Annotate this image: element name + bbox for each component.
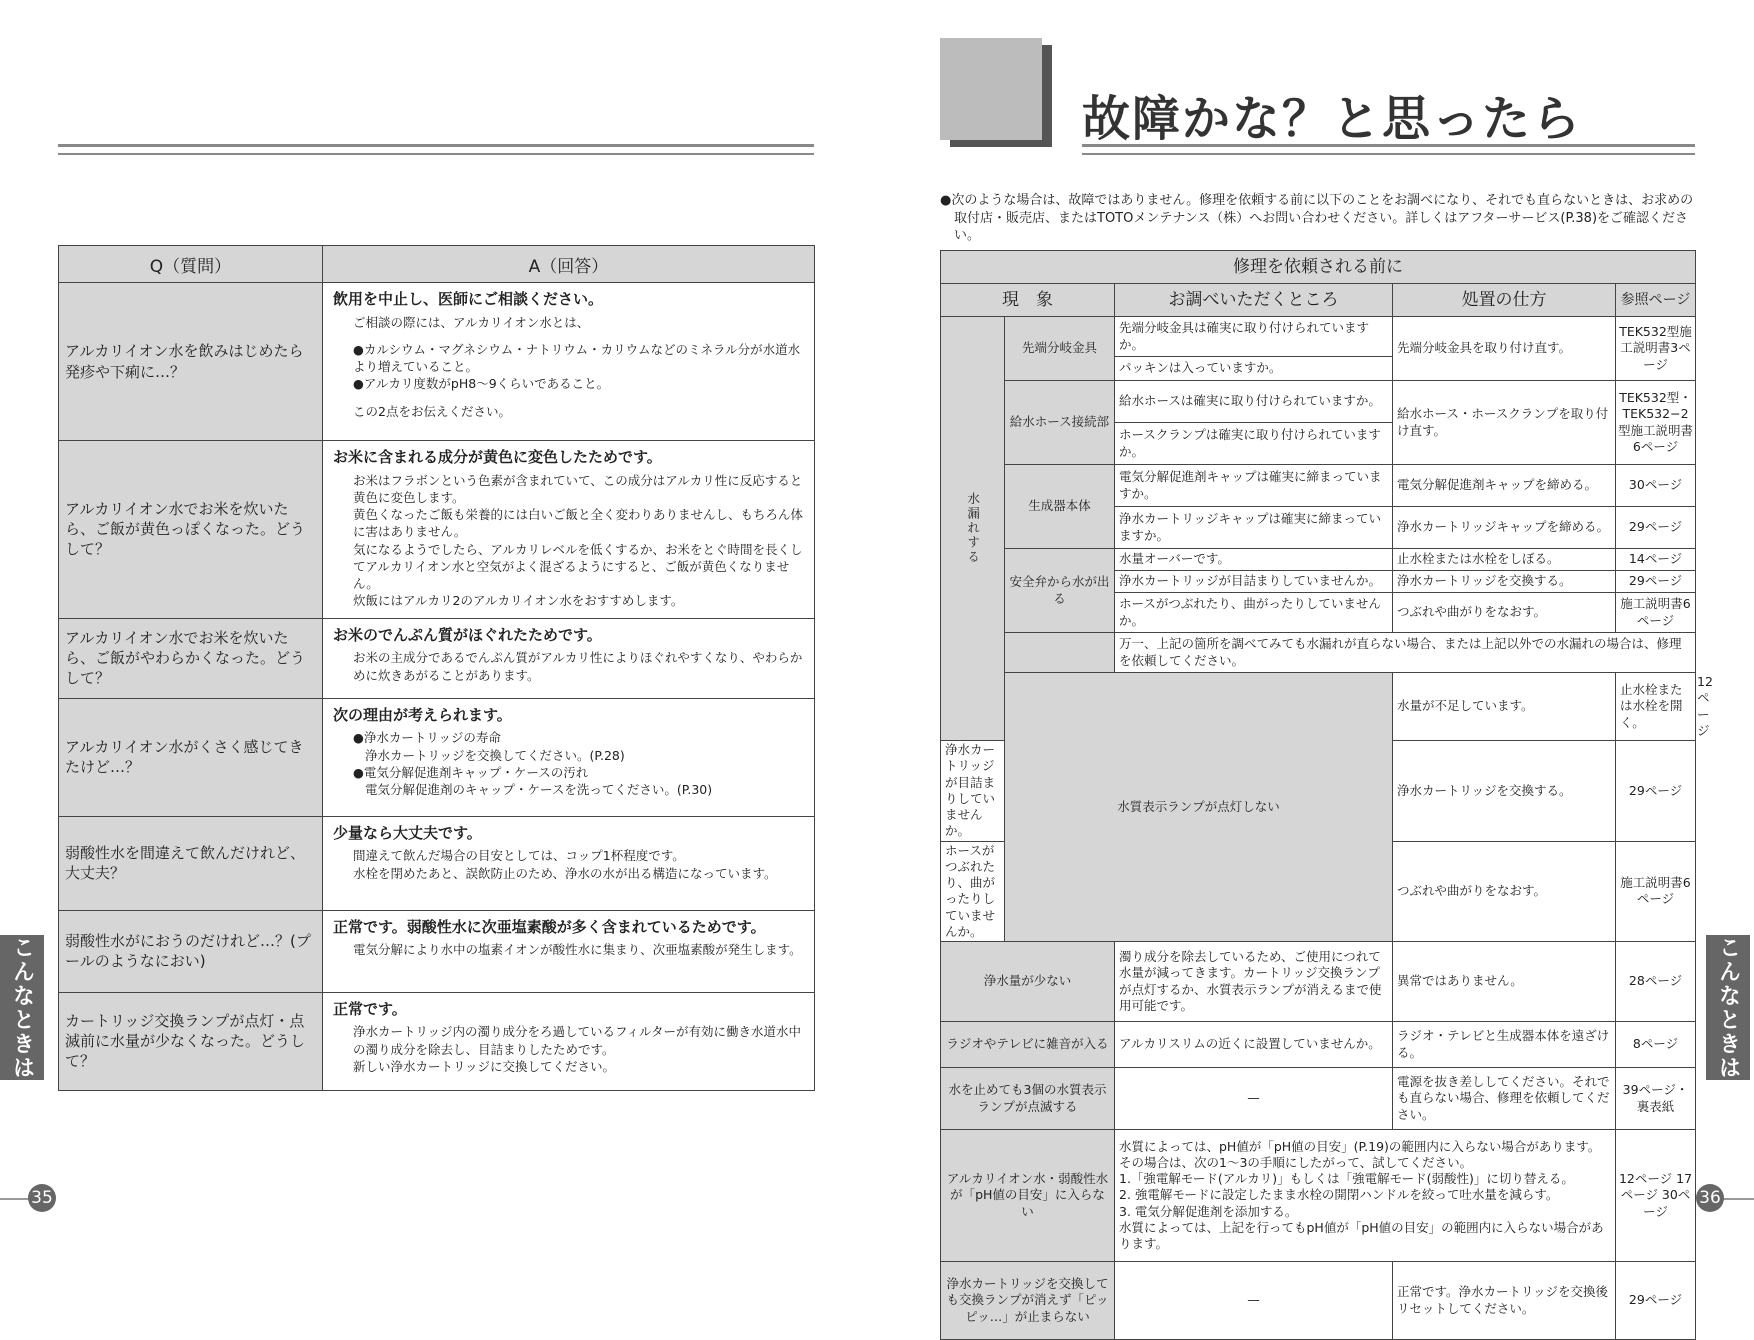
ref-cell: TEK532型・TEK532−2型施工説明書6ページ (1616, 381, 1696, 465)
ref-cell: 28ページ (1616, 942, 1696, 1022)
answer-text: 浄水カートリッジを交換してください。(P.28) (365, 747, 625, 763)
answer-bullet: ●アルカリ度数がpH8〜9くらいであること。 (353, 376, 610, 392)
phenomenon: 水を止めても3個の水質表示ランプが点滅する (941, 1068, 1115, 1130)
table-row (59, 698, 815, 816)
check-cell: パッキンは入っていますか。 (1115, 357, 1393, 381)
title-decoration-box (940, 38, 1042, 140)
col-ref: 参照ページ (1616, 284, 1696, 317)
ref-cell: 14ページ (1616, 549, 1696, 571)
page-number-left: 35 (28, 1184, 56, 1212)
action-cell: 異常ではありません。 (1393, 942, 1616, 1022)
answer-text: 浄水カートリッジ内の濁り成分をろ過しているフィルターが有効に働き水道水中の濁り成分を除去し、目詰まりしたためです。 (353, 1024, 802, 1057)
top-rule-right (1082, 144, 1695, 155)
answer-bullet: ●カルシウム・マグネシウム・ナトリウム・カリウムなどのミネラル分が水道水より増えていること。 (353, 341, 801, 375)
ph-step: 1.「強電解モード(アルカリ)」もしくは「強電解モード(弱酸性)」に切り替える。 (1119, 1171, 1574, 1187)
answer-text: この2点をお伝えください。 (353, 403, 511, 419)
ref-cell: 施工説明書6ページ (1616, 593, 1696, 633)
check-cell: 給水ホースは確実に取り付けられていますか。 (1115, 381, 1393, 423)
blank-cell (1005, 633, 1115, 673)
action-cell: 電源を抜き差ししてください。それでも直らない場合、修理を依頼してください。 (1393, 1068, 1616, 1130)
action-cell: ラジオ・テレビと生成器本体を遠ざける。 (1393, 1022, 1616, 1068)
page-number-line-right (1720, 1198, 1754, 1200)
answer (323, 698, 815, 816)
action-cell: 浄水カートリッジキャップを締める。 (1393, 507, 1616, 549)
check-cell-empty: — (1115, 1262, 1393, 1340)
action-cell: 止水栓または水栓を開く。 (1616, 673, 1696, 741)
answer (323, 992, 815, 1090)
table-row (59, 910, 815, 992)
table-row (59, 816, 815, 910)
answer (323, 441, 815, 619)
question: アルカリイオン水がくさく感じてきたけど…？ (59, 698, 323, 816)
answer-heading: お米のでんぷん質がほぐれたためです。 (333, 625, 602, 644)
action-cell: 浄水カートリッジを交換する。 (1393, 571, 1616, 593)
phenomenon: 浄水量が少ない (941, 942, 1115, 1022)
ref-cell: 29ページ (1616, 741, 1696, 842)
answer (323, 816, 815, 910)
question: アルカリイオン水でお米を炊いたら、ご飯が黄色っぽくなった。どうして？ (59, 441, 323, 619)
table-row (59, 992, 815, 1090)
answer-text: 炊飯にはアルカリ2のアルカリイオン水をおすすめします。 (353, 593, 684, 609)
action-cell: 給水ホース・ホースクランプを取り付け直す。 (1393, 381, 1616, 465)
table-row (59, 283, 815, 441)
question: 弱酸性水を間違えて飲んだけれど、大丈夫？ (59, 816, 323, 910)
answer-heading: 飲用を中止し、医師にご相談ください。 (333, 290, 604, 308)
action-cell: 電気分解促進剤キャップを締める。 (1393, 465, 1616, 507)
intro-text: ●次のような場合は、故障ではありません。修理を依頼する前に以下のことをお調べになり、それでも直らないときは、お求めの取付店・販売店、またはTOTOメンテナンス（株）へお問い合わせください。詳しくはアフターサービス(P.38)をご確認ください。 (940, 193, 1694, 244)
question: アルカリイオン水でお米を炊いたら、ご飯がやわらかくなった。どうして？ (59, 618, 323, 698)
question: カートリッジ交換ランプが点灯・点滅前に水量が少なくなった。どうして？ (59, 992, 323, 1090)
ref-cell: 8ページ (1616, 1022, 1696, 1068)
answer-text: 黄色くなったご飯も栄養的には白いご飯と全く変わりありませんし、もちろん体に害はありません。 (353, 507, 804, 540)
check-cell: 先端分岐金具は確実に取り付けられていますか。 (1115, 317, 1393, 357)
action-cell: 先端分岐金具を取り付け直す。 (1393, 317, 1616, 381)
check-cell: 水量が不足しています。 (1393, 673, 1616, 741)
check-cell: 浄水カートリッジが目詰まりしていませんか。 (941, 741, 1005, 842)
answer (323, 910, 815, 992)
answer-text: 新しい浄水カートリッジに交換してください。 (353, 1058, 616, 1074)
phenomenon: アルカリイオン水・弱酸性水が「pH値の目安」に入らない (941, 1130, 1115, 1262)
col-phenomenon: 現 象 (941, 284, 1115, 317)
check-cell: 浄水カートリッジが目詰まりしていませんか。 (1115, 571, 1393, 593)
table-title: 修理を依頼される前に (941, 251, 1696, 284)
check-cell: ホースがつぶれたり、曲がったりしていませんか。 (941, 841, 1005, 942)
phenomenon: 安全弁から水が出る (1005, 549, 1115, 633)
check-cell: 電気分解促進剤キャップは確実に締まっていますか。 (1115, 465, 1393, 507)
answer-text: お米の主成分であるでんぷん質がアルカリ性によりほぐれやすくなり、やわらかめに炊きあがることがあります。 (353, 650, 803, 683)
phenomenon: 浄水カートリッジを交換しても交換ランプが消えず「ピッピッ…」が止まらない (941, 1262, 1115, 1340)
answer-bullet: ●電気分解促進剤キャップ・ケースの汚れ (353, 764, 589, 780)
action-cell: 浄水カートリッジを交換する。 (1393, 741, 1616, 842)
answer-bullet: ●浄水カートリッジの寿命 (353, 730, 501, 746)
header-a: A（回答） (323, 246, 815, 283)
table-row (59, 441, 815, 619)
table-row (59, 618, 815, 698)
check-cell: アルカリスリムの近くに設置していませんか。 (1115, 1022, 1393, 1068)
water-leak-label: 水漏れする (941, 317, 1005, 741)
col-check: お調べいただくところ (1115, 284, 1393, 317)
question: 弱酸性水がにおうのだけれど…？(プールのようなにおい) (59, 910, 323, 992)
ref-cell: 施工説明書6ページ (1616, 841, 1696, 942)
check-cell: 浄水カートリッジキャップは確実に締まっていますか。 (1115, 507, 1393, 549)
ref-cell: 39ページ・裏表紙 (1616, 1068, 1696, 1130)
check-cell-empty: — (1115, 1068, 1393, 1130)
answer-heading: 少量なら大丈夫です。 (333, 823, 482, 842)
qa-table (58, 245, 815, 1091)
phenomenon: 先端分岐金具 (1005, 317, 1115, 381)
ref-cell: 29ページ (1616, 1262, 1696, 1340)
action-cell: つぶれや曲がりをなおす。 (1393, 593, 1616, 633)
ref-cell: 30ページ (1616, 465, 1696, 507)
answer-text: 電気分解促進剤のキャップ・ケースを洗ってください。(P.30) (365, 782, 713, 798)
ph-step: 3. 電気分解促進剤を添加する。 (1119, 1203, 1298, 1219)
phenomenon: ラジオやテレビに雑音が入る (941, 1022, 1115, 1068)
check-cell: ホースがつぶれたり、曲がったりしていませんか。 (1115, 593, 1393, 633)
answer-heading: 正常です。弱酸性水に次亜塩素酸が多く含まれているためです。 (333, 917, 766, 936)
answer-heading: 次の理由が考えられます。 (333, 705, 512, 724)
answer-heading: お米に含まれる成分が黄色に変色したためです。 (333, 448, 662, 466)
action-cell: つぶれや曲がりをなおす。 (1393, 841, 1616, 942)
ph-instructions (1115, 1130, 1616, 1262)
phenomenon: 生成器本体 (1005, 465, 1115, 549)
answer (323, 283, 815, 441)
ph-text: 水質によっては、pH値が「pH値の目安」(P.19)の範囲内に入らない場合があります。その場合は、次の1〜3の手順にしたがって、試してください。 (1119, 1138, 1601, 1170)
page-title: 故障かな？と思ったら (1082, 91, 1583, 147)
answer-heading: 正常です。 (333, 999, 407, 1018)
side-tab-left[interactable]: こんなときは (0, 935, 44, 1080)
top-rule-left (58, 144, 814, 155)
answer-text: 水栓を閉めたあと、誤飲防止のため、浄水の水が出る構造になっています。 (353, 865, 777, 881)
answer-text: 電気分解により水中の塩素イオンが酸性水に集まり、次亜塩素酸が発生します。 (353, 942, 802, 958)
ref-cell: TEK532型施工説明書3ページ (1616, 317, 1696, 381)
answer (323, 618, 815, 698)
troubleshooting-table: 修理を依頼される前に 現 象 お調べいただくところ 処置の仕方 参照ページ 水漏れする 先端分岐金具 先端分岐金具は確実に取り付けられていますか。 先端分岐金具を取り付け直す。 TEK532型施工説明書3ページ パッキンは入っていますか。 給水ホース接続部 給水ホースは確実に取り付けられていますか。 給水ホース・ホースクランプを取り付け直す。 TEK532型・TEK532−2型施工説明書6ページ ホースクランプは確実に取り付けられていますか。 生成器本体 電気分解促進剤キャップは確実に締まっていますか。 電気分解促進剤キャップを締める。 30ページ 浄水カートリッジキャップは確実に締まっていますか。 浄水カートリッジキャップを締める。 29ページ 安全弁から水が出る 水量オーバーです。 止水栓または水栓をしぼる。 14ページ 浄水カートリッジが目詰まりしていませんか。 浄水カートリッジを交換する。 29ページ ホースがつぶれたり、曲がったりしていませんか。 つぶれや曲がりをなおす。 施工説明書6ページ 万一、上記の箇所を調べてみても水漏れが直らない場合、または上記以外での水漏れの場合は、修理を依頼してください。 水質表示ランプが点灯しない 水量が不足しています。 止水栓または水栓を開く。 12ページ 浄水カートリッジが目詰まりしていませんか。 浄水カートリッジを交換する。 29ページ ホースがつぶれたり、曲がったりしていませんか。 つぶれや曲がりをなおす。 施工説明書6ページ 浄水量が少ない 濁り成分を除去しているため、ご使用につれて水量が減ってきます。カートリッジ交換ランプが点灯するか、水質表示ランプが消えるまで使用可能です。 異常ではありません。 28ページ ラジオやテレビに雑音が入る アルカリスリムの近くに設置していませんか。 ラジオ・テレビと生成器本体を遠ざける。 8ページ 水を止めても3個の水質表示ランプが点滅する — 電源を抜き差ししてください。それでも直らない場合、修理を依頼してください。 39ページ・裏表紙 アルカリイオン水・弱酸性水が「pH値の目安」に入らない 水質によっては、pH値が「pH値の目安」(P.19)の範囲内に入らない場合があります。その場合は、次の1〜3の手順にしたがって、試してください。 1.「強電解モード(アルカリ)」もしくは「強電解モード(弱酸性)」に切り替える。 2. 強電解モードに設定したまま水栓の開閉ハンドルを絞って吐水量を減らす。 3. 電気分解促進剤を添加する。 水質によっては、上記を行ってもpH値が「pH値の目安」の範囲内に入らない場合があります。 12ページ 17ページ 30ページ 浄水カートリッジを交換しても交換ランプが消えず「ピッピッ…」が止まらない — 正常です。浄水カートリッジを交換後リセットしてください。 29ページ (940, 250, 1696, 1340)
ph-text: 水質によっては、上記を行ってもpH値が「pH値の目安」の範囲内に入らない場合があります。 (1119, 1219, 1604, 1252)
check-cell: ホースクランプは確実に取り付けられていますか。 (1115, 423, 1393, 465)
answer-text: ご相談の際には、アルカリイオン水とは、 (353, 314, 590, 330)
leak-note: 万一、上記の箇所を調べてみても水漏れが直らない場合、または上記以外での水漏れの場合は、修理を依頼してください。 (1115, 633, 1696, 673)
answer-text: 気になるようでしたら、アルカリレベルを低くするか、お米をとぐ時間を長くしてアルカリイオン水と空気がよく混ざるようにすると、ご飯が黄色くなりません。 (353, 541, 803, 592)
phenomenon: 水質表示ランプが点灯しない (1005, 673, 1393, 942)
ref-cell: 12ページ 17ページ 30ページ (1616, 1130, 1696, 1262)
check-cell: 濁り成分を除去しているため、ご使用につれて水量が減ってきます。カートリッジ交換ランプが点灯するか、水質表示ランプが消えるまで使用可能です。 (1115, 942, 1393, 1022)
answer-text: 間違えて飲んだ場合の目安としては、コップ1杯程度です。 (353, 848, 685, 864)
side-tab-right[interactable]: こんなときは (1706, 935, 1750, 1080)
ref-cell: 29ページ (1616, 507, 1696, 549)
phenomenon: 給水ホース接続部 (1005, 381, 1115, 465)
action-cell: 正常です。浄水カートリッジを交換後リセットしてください。 (1393, 1262, 1616, 1340)
page-number-right: 36 (1696, 1184, 1724, 1212)
check-cell: 水量オーバーです。 (1115, 549, 1393, 571)
question: アルカリイオン水を飲みはじめたら発疹や下痢に…？ (59, 283, 323, 441)
action-cell: 止水栓または水栓をしぼる。 (1393, 549, 1616, 571)
ref-cell: 29ページ (1616, 571, 1696, 593)
col-action: 処置の仕方 (1393, 284, 1616, 317)
ph-step: 2. 強電解モードに設定したまま水栓の開閉ハンドルを絞って吐水量を減らす。 (1119, 1187, 1559, 1203)
answer-text: お米はフラボンという色素が含まれていて、この成分はアルカリ性に反応すると黄色に変色します。 (353, 472, 803, 505)
header-q: Q（質問） (59, 246, 323, 283)
